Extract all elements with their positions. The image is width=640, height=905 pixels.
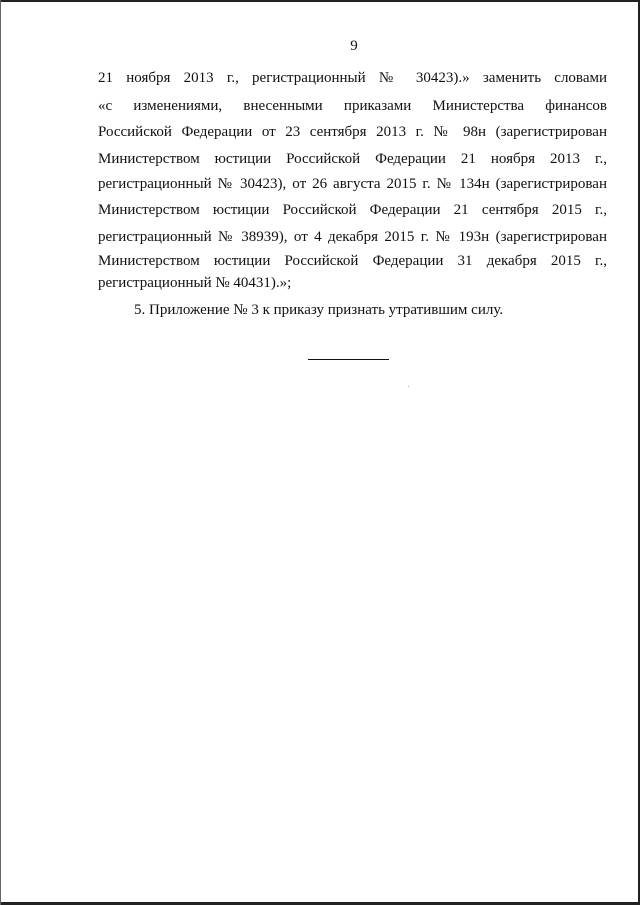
paragraph-line: «с изменениями, внесенными приказами Министерства финансов xyxy=(98,98,607,114)
paragraph-line: регистрационный № 40431).»; xyxy=(98,275,292,291)
end-separator-line xyxy=(308,359,389,360)
scan-speck xyxy=(408,386,409,387)
scan-edge-left xyxy=(0,0,1,905)
paragraph-line: 21 ноября 2013 г., регистрационный № 30423).» заменить словами xyxy=(98,70,607,86)
paragraph-line: Министерством юстиции Российской Федерации 31 декабря 2015 г., xyxy=(98,253,607,269)
page-number: 9 xyxy=(350,38,358,54)
paragraph-line: регистрационный № 38939), от 4 декабря 2015 г. № 193н (зарегистрирован xyxy=(98,229,607,245)
paragraph-line: Российской Федерации от 23 сентября 2013 г. № 98н (зарегистрирован xyxy=(98,124,607,140)
paragraph-line: регистрационный № 30423), от 26 августа 2015 г. № 134н (зарегистрирован xyxy=(98,176,607,192)
scan-edge-top xyxy=(0,0,640,2)
paragraph-line: Министерством юстиции Российской Федерации 21 сентября 2015 г., xyxy=(98,202,607,218)
item-5-text: 5. Приложение № 3 к приказу признать утратившим силу. xyxy=(134,302,504,318)
paragraph-line: Министерством юстиции Российской Федерации 21 ноября 2013 г., xyxy=(98,151,607,167)
